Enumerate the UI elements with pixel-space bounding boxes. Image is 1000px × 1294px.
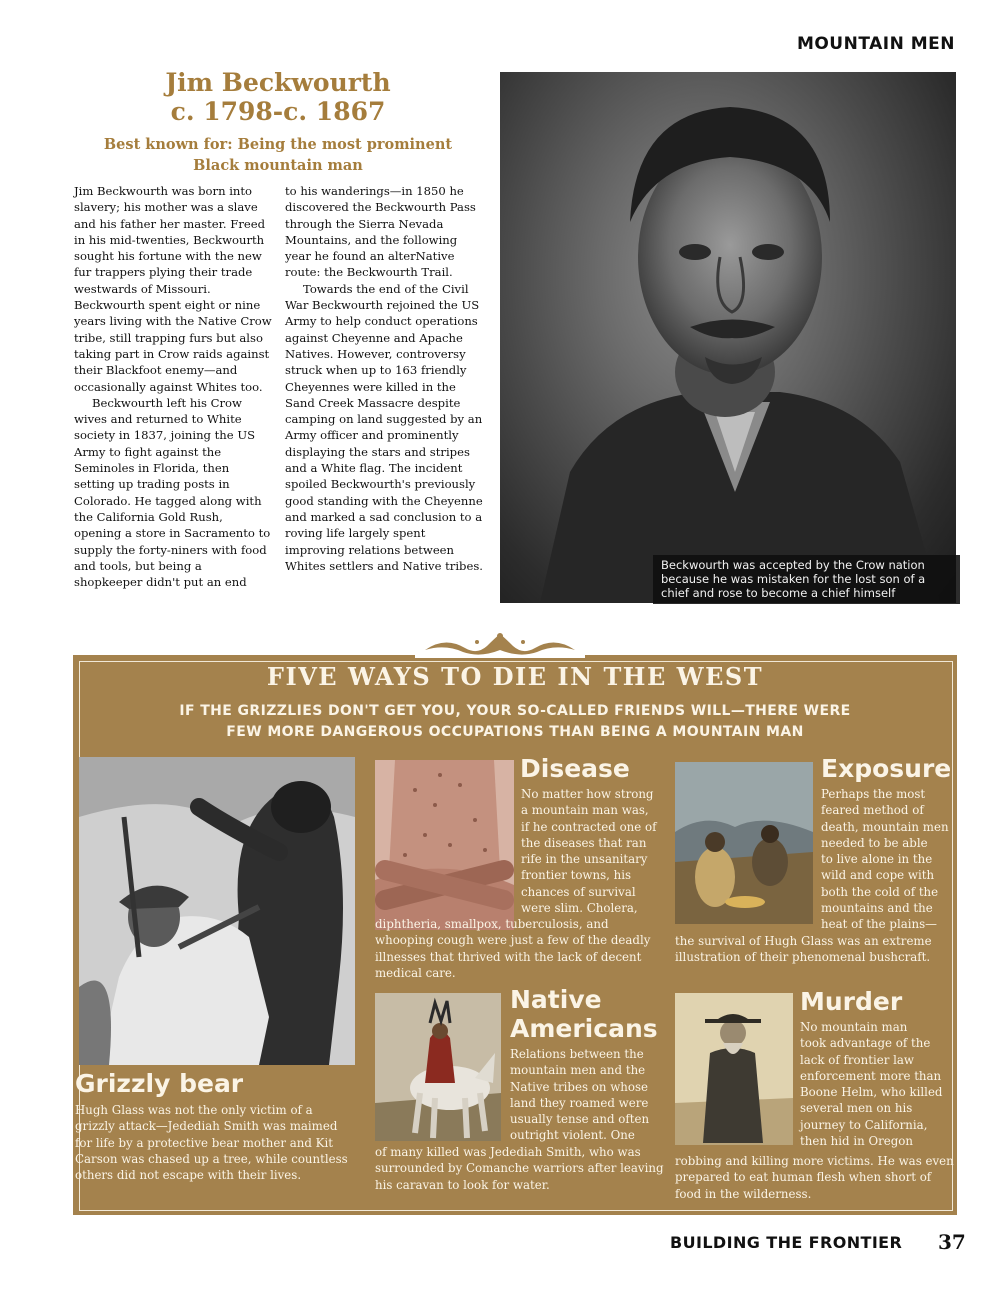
disease-photo [375,760,514,930]
grizzly-bear-icon [79,757,355,1065]
bio-known-for-line2: Black mountain man [193,157,363,174]
panel-subtitle-line1: IF THE GRIZZLIES DON'T GET YOU, YOUR SO-CALLED FRIENDS WILL—THERE WERE [179,703,851,719]
beckwourth-portrait [500,72,956,603]
native-body-wrapped [510,1046,670,1144]
bio-paragraph: to his wanderings—in 1850 he discovered the Beckwourth Pass through the Sierra Nevada Mountains, and the following year he found an alterNative route: the Beckwourth Trail. [285,184,476,280]
murder-body: robbing and killing more victims. He was even prepared to eat human flesh when short of food in the wilderness. [675,1154,954,1201]
disease-body: diphtheria, smallpox, tuberculosis, and whooping cough were just a few of the deadly illnesses that thrived with the lack of decent medical care. [375,917,651,980]
disease-line: a mountain man was, [521,803,649,818]
disease-line: chances of survival [521,884,636,899]
native-line: Native tribes on whose [510,1079,649,1094]
disease-heading: Disease [520,754,630,783]
disease-line: were slim. Cholera, [521,901,638,916]
murder-line: several men on his [800,1101,913,1116]
native-heading-line2: Americans [510,1014,658,1043]
campfire-scene-icon [675,762,813,924]
murder-illustration [675,993,793,1145]
native-americans-painting [375,993,501,1141]
panel-title: FIVE WAYS TO DIE IN THE WEST [266,662,764,691]
murder-line: enforcement more than [800,1068,942,1083]
exposure-heading: Exposure [821,754,952,783]
murder-line: Boone Helm, who killed [800,1085,943,1100]
grizzly-engraving [79,757,355,1065]
disease-line: frontier towns, his [521,868,632,883]
boone-helm-icon [675,993,793,1145]
bio-paragraph: Towards the end of the Civil War Beckwourth rejoined the US Army to help conduct operations against Cheyenne and Apache Natives. However, controversy struck when up to 163 friendly Cheyennes were killed in the Sand Creek Massacre despite camping on land suggested by an Army officer and prominently displaying the stars and stripes and a White flag. The incident spoiled Beckwourth's previously good standing with the Cheyenne and marked a sad conclusion to a roving life largely spent improving relations between Whites settlers and Native tribes. [285,281,483,573]
disease-body-wrapped [521,786,671,916]
native-line: usually tense and often [510,1112,650,1127]
bio-paragraph: Beckwourth left his Crow wives and returned to White society in 1837, joining the US Army to fight against the Seminoles in Florida, then setting up trading posts in Colorado. He tagged along with the California Gold Rush, opening a store in Sacramento to supply the forty-niners with food and tools, but being a shopkeeper didn't put an end [74,395,271,590]
murder-line: lack of frontier law [800,1052,915,1067]
native-line: mountain men and the [510,1063,646,1078]
native-line: land they roamed were [510,1095,649,1110]
bio-known-for [74,134,482,176]
exposure-body: the survival of Hugh Glass was an extreme illustration of their phenomenal bushcraft. [675,934,932,965]
disease-line: No matter how strong [521,787,654,801]
grizzly-heading: Grizzly bear [75,1069,244,1098]
bio-column-2 [285,183,483,574]
footer-label: BUILDING THE FRONTIER [670,1233,903,1252]
exposure-line: wild and cope with [821,868,935,883]
native-line: outright violent. One [510,1128,635,1143]
horse-rider-icon [375,993,501,1141]
murder-heading: Murder [800,987,903,1016]
exposure-line: Perhaps the most [821,787,926,801]
smallpox-patient-icon [375,760,514,930]
panel-subtitle [150,701,880,743]
bio-column-1 [74,183,272,590]
exposure-painting [675,762,813,924]
grizzly-body: Hugh Glass was not the only victim of a grizzly attack—Jedediah Smith was maimed for life by a protective bear mother and Kit Carson was chased up a tree, while countless others did not escape with their lives. [75,1103,348,1183]
exposure-line: mountains and the [821,901,933,916]
exposure-body-wrapped [821,786,955,933]
portrait-illustration [500,72,956,603]
native-body: of many killed was Jedediah Smith, who was surrounded by Comanche warriors after leaving his caravan to look for water. [375,1145,664,1192]
disease-line: the diseases that ran [521,835,647,850]
bio-dates: c. 1798-c. 1867 [170,97,386,126]
murder-line: then hid in Oregon [800,1134,914,1149]
disease-line: if he contracted one of [521,819,657,834]
exposure-line: death, mountain men [821,819,949,834]
bio-name: Jim Beckwourth [165,68,391,97]
native-line: Relations between the [510,1047,644,1061]
bio-title [74,68,482,126]
bio-paragraph: Jim Beckwourth was born into slavery; his mother was a slave and his father her master. Freed in his mid-twenties, Beckwourth sought his fortune with the new fur trappers plying their trade westwards of Missouri. Beckwourth spent eight or nine years living with the Native Crow tribe, still trapping furs but also taking part in Crow raids against their Blackfoot enemy—and occasionally against Whites too. [74,184,272,394]
page-number: 37 [938,1230,966,1254]
exposure-line: needed to be able [821,835,928,850]
murder-line: took advantage of the [800,1036,931,1051]
exposure-line: feared method of [821,803,924,818]
native-americans-heading [510,985,658,1043]
exposure-line: to live alone in the [821,852,933,867]
exposure-line: heat of the plains— [821,917,937,932]
panel-subtitle-line2: FEW MORE DANGEROUS OCCUPATIONS THAN BEING A MOUNTAIN MAN [226,724,804,740]
disease-line: rife in the unsanitary [521,852,648,867]
ornament-icon [415,628,585,658]
murder-body-wrapped [800,1019,955,1149]
native-heading-line1: Native [510,985,602,1014]
bio-known-for-line1: Best known for: Being the most prominent [103,136,453,153]
murder-line: No mountain man [800,1020,908,1034]
murder-line: journey to California, [800,1117,928,1132]
portrait-caption: Beckwourth was accepted by the Crow nation because he was mistaken for the lost son of a chief and rose to become a chief himself [653,555,960,604]
exposure-line: both the cold of the [821,884,939,899]
section-label: MOUNTAIN MEN [796,34,955,54]
